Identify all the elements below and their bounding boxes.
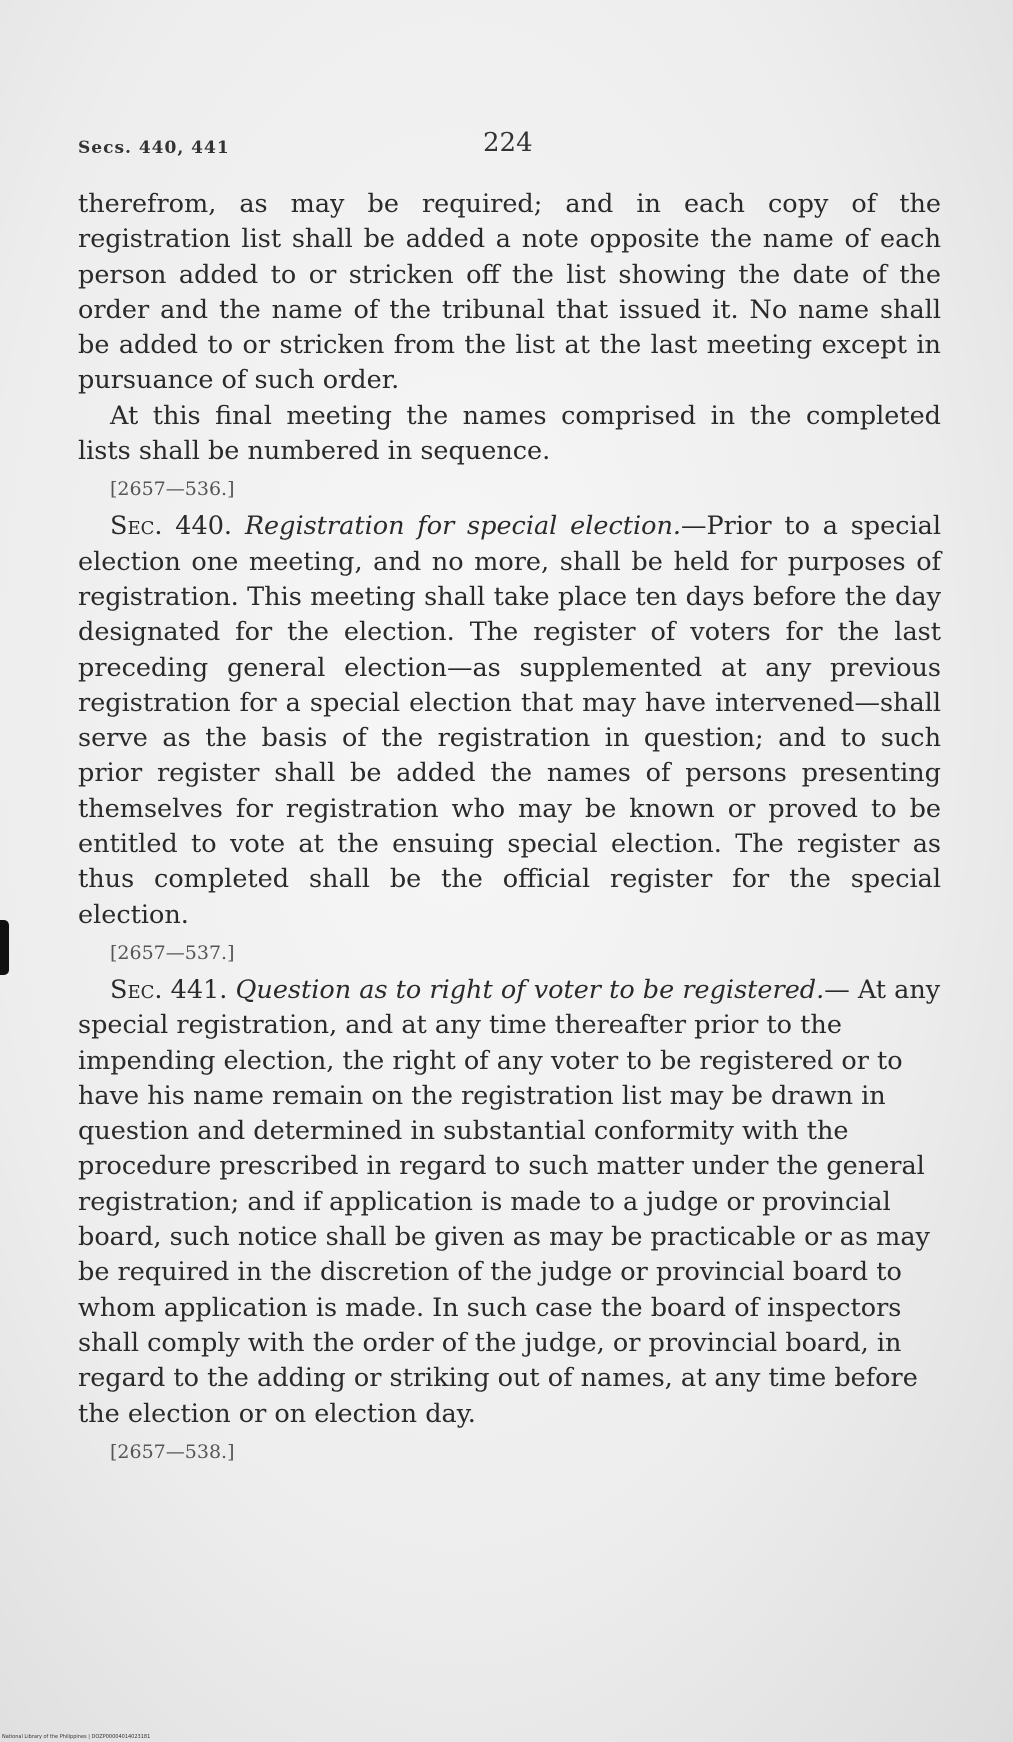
- citation-538: [2657—538.]: [110, 1440, 235, 1463]
- section-440-title: Registration for special election.: [244, 511, 682, 542]
- citation-536: [2657—536.]: [110, 478, 235, 501]
- section-reference: Secs. 440, 441: [78, 138, 230, 158]
- section-440-label: Sec. 440.: [110, 511, 233, 542]
- section-441-text: — At any special registration, and at any time thereafter prior to the impending election, the right of any voter to be registered or to have his name remain on the registration list may be drawn in question and determined in substantial conformity with the procedure prescribed in regard to such matter under the general registration; and if application is made to a judge or provincial board, such notice shall be given as may be practicable or as may be required in the discretion of the judge or provincial board to whom application is made. In such case the board of inspectors shall comply with the order of the judge, or provincial board, in regard to the adding or striking out of names, at any time before the election or on election day.: [78, 974, 941, 1429]
- paragraph-final-meeting: At this final meeting the names comprised in the completed lists shall be numbered in sequence.: [78, 400, 941, 467]
- section-441: [78, 973, 941, 1432]
- section-440: [78, 509, 941, 933]
- paragraph-continuation: therefrom, as may be required; and in each copy of the registration list shall be added a note opposite the name of each person added to or stricken off the list showing the date of the order and the name of the tribunal that issued it. No name shall be added to or stricken from the list at the last meeting except in pursuance of such order.: [78, 189, 941, 396]
- scan-footer: National Library of the Philippines | DOZP00004014023181: [2, 1734, 151, 1740]
- section-440-text: —Prior to a special election one meeting, and no more, shall be held for purposes of registration. This meeting shall take place ten days before the day designated for the election. The register of voters for the last preceding general election—as supplemented at any previous registration for a special election that may have intervened—shall serve as the basis of the registration in question; and to such prior register shall be added the names of persons presenting themselves for registration who may be known or proved to be entitled to vote at the ensuing special election. The register as thus completed shall be the official register for the special election.: [78, 511, 941, 930]
- section-441-label: Sec. 441.: [110, 974, 228, 1005]
- page-body: [78, 187, 941, 1472]
- page-header: [78, 128, 938, 168]
- binding-edge-mark: [0, 920, 9, 975]
- page-number: 224: [483, 128, 533, 158]
- section-441-title: Question as to right of voter to be registered.: [235, 974, 825, 1005]
- citation-537: [2657—537.]: [110, 941, 235, 964]
